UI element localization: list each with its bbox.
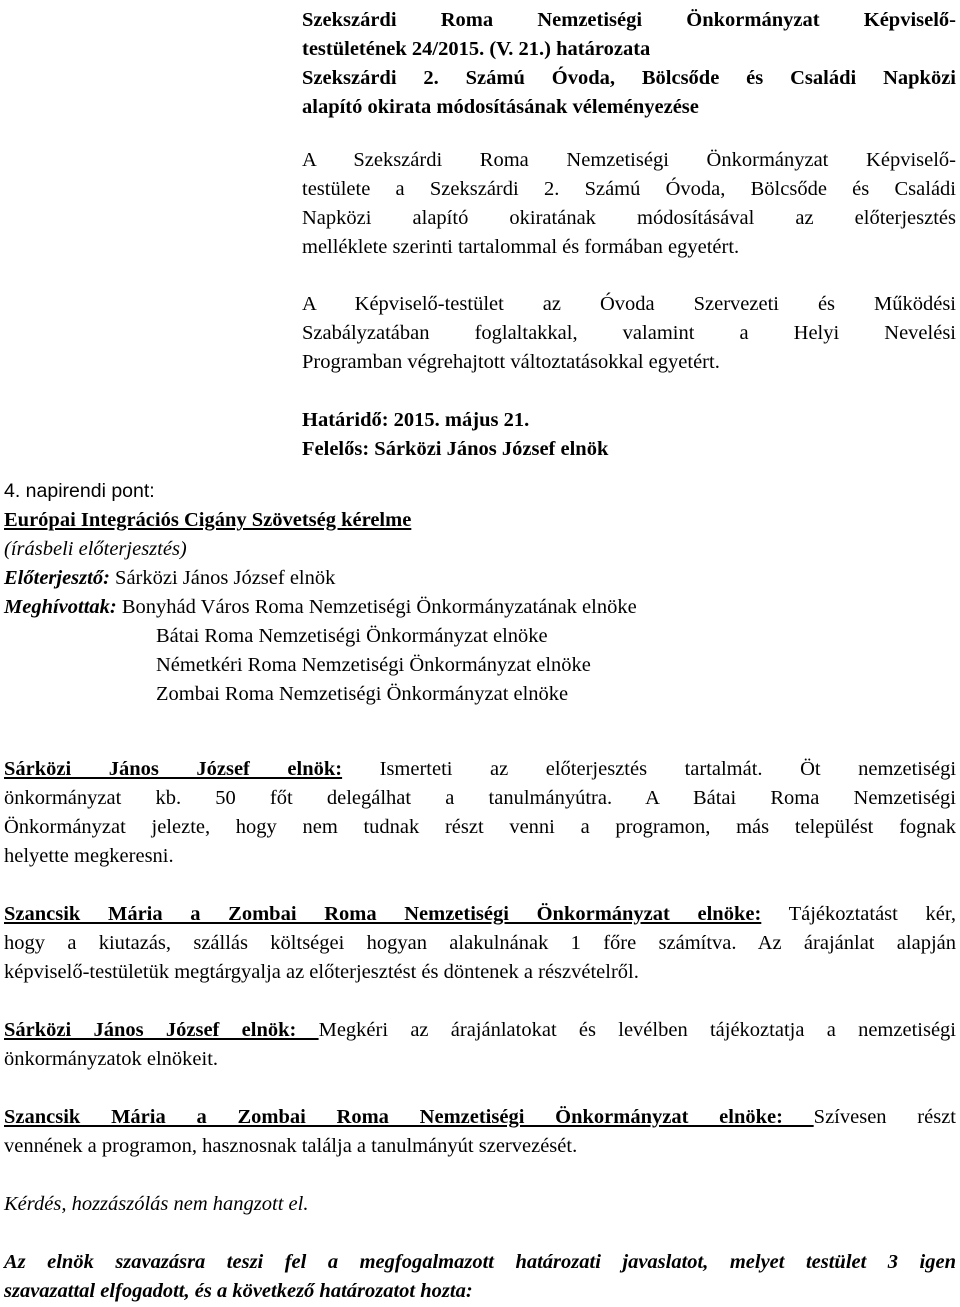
resolution-title-line: Szekszárdi Roma Nemzetiségi Önkormányzat Képviselő- <box>302 9 956 31</box>
statement-text: Tájékoztatást kér, <box>761 903 956 925</box>
presenter-name: Sárközi János József elnök <box>109 567 336 589</box>
invited-label: Meghívottak: <box>4 596 117 618</box>
text-line: Napközi alapító okiratának módosításával az előterjesztés <box>302 207 956 229</box>
resolution-subject-line: Szekszárdi 2. Számú Óvoda, Bölcsőde és Családi Napközi <box>302 67 956 89</box>
speaker-name: Sárközi János József elnök: <box>4 1019 319 1041</box>
statement <box>4 1016 956 1074</box>
statement-line <box>4 1103 956 1132</box>
statement-line <box>4 755 956 784</box>
responsible: Felelős: Sárközi János József elnök <box>302 438 609 460</box>
statement <box>4 900 956 987</box>
resolution-deadline-block <box>302 406 956 464</box>
text-line: Szabályzatában foglaltakkal, valamint a Helyi Nevelési <box>302 322 956 344</box>
statement-line: önkormányzatok elnökeit. <box>4 1048 219 1070</box>
invited-item: Zombai Roma Nemzetiségi Önkormányzat elnöke <box>156 683 569 705</box>
statement-text: Szívesen részt <box>813 1106 956 1128</box>
presenter-line <box>4 564 956 593</box>
vote-line: Az elnök szavazásra teszi fel a megfogalmazott határozati javaslatot, melyet testület 3 igen <box>4 1251 956 1273</box>
invited-line <box>4 593 956 622</box>
invited-item: Bonyhád Város Roma Nemzetiségi Önkormányzatának elnöke <box>116 596 637 618</box>
statement-line: képviselő-testületük megtárgyalja az előterjesztést és döntenek a részvételről. <box>4 961 639 983</box>
questions-note <box>4 1190 956 1219</box>
statement <box>4 1103 956 1161</box>
statement <box>4 755 956 871</box>
statement-line: hogy a kiutazás, szállás költségei hogyan alakulnának 1 főre számítva. Az árajánlat alapján <box>4 932 956 954</box>
agenda-point-label: 4. napirendi pont: <box>4 480 155 502</box>
text-line: A Képviselő-testület az Óvoda Szervezeti és Működési <box>302 293 956 315</box>
resolution-heading <box>302 6 956 122</box>
text-line: Programban végrehajtott változtatásokkal egyetért. <box>302 351 720 373</box>
text-line: A Szekszárdi Roma Nemzetiségi Önkormányzat Képviselő- <box>302 149 956 171</box>
invited-item: Németkéri Roma Nemzetiségi Önkormányzat elnöke <box>156 654 591 676</box>
agenda-title: Európai Integrációs Cigány Szövetség kérelme <box>4 509 412 531</box>
presenter-label: Előterjesztő: <box>4 567 110 589</box>
statement-line <box>4 900 956 929</box>
statement-text: Megkéri az árajánlatokat és levélben tájékoztatja a nemzetiségi <box>318 1019 956 1041</box>
statement-line: Önkormányzat jelezte, hogy nem tudnak részt venni a programon, más települést fognak <box>4 816 956 838</box>
text-line: melléklete szerinti tartalommal és formában egyetért. <box>302 236 740 258</box>
statement-line: helyette megkeresni. <box>4 845 174 867</box>
text-line: testülete a Szekszárdi 2. Számú Óvoda, Bölcsőde és Családi <box>302 178 956 200</box>
statement-line: önkormányzat kb. 50 főt delegálhat a tanulmányútra. A Bátai Roma Nemzetiségi <box>4 787 956 809</box>
resolution-paragraph <box>302 146 956 262</box>
statement-line: vennének a programon, hasznosnak találja a tanulmányút szervezését. <box>4 1135 578 1157</box>
speaker-name: Sárközi János József elnök: <box>4 758 343 780</box>
questions-text: Kérdés, hozzászólás nem hangzott el. <box>4 1193 309 1215</box>
invited-item: Bátai Roma Nemzetiségi Önkormányzat elnöke <box>156 625 548 647</box>
vote-line: szavazattal elfogadott, és a következő határozatot hozta: <box>4 1280 473 1302</box>
agenda-point <box>4 477 956 709</box>
deadline: Határidő: 2015. május 21. <box>302 409 530 431</box>
statement-line <box>4 1016 956 1045</box>
speaker-name: Szancsik Mária a Zombai Roma Nemzetiségi Önkormányzat elnöke: <box>4 1106 814 1128</box>
vote-statement <box>4 1248 956 1306</box>
statement-text: Ismerteti az előterjesztés tartalmát. Öt nemzetiségi <box>342 758 957 780</box>
resolution-paragraph <box>302 290 956 377</box>
resolution-subject-line: alapító okirata módosításának véleményezése <box>302 96 699 118</box>
resolution-title-line: testületének 24/2015. (V. 21.) határozata <box>302 38 651 60</box>
speaker-name: Szancsik Mária a Zombai Roma Nemzetiségi Önkormányzat elnöke: <box>4 903 762 925</box>
agenda-type: (írásbeli előterjesztés) <box>4 538 187 560</box>
